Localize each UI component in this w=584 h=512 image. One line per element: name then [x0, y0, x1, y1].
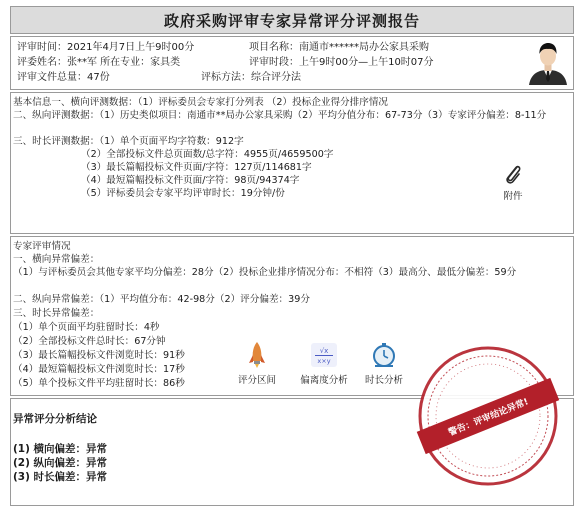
- duration-item-3: （3）最长篇幅投标文件浏览时长：91秒: [13, 350, 185, 361]
- stamp-text: 警告：评审结论异常!: [447, 397, 531, 439]
- score-range-button[interactable]: [231, 341, 283, 386]
- duration-item-1: （1）单个页面平均驻留时长：4秒: [13, 322, 160, 333]
- attachment-label: 附件: [503, 191, 523, 202]
- conclusion-heading: 异常评分分析结论: [13, 413, 97, 425]
- formula-icon: [309, 341, 339, 369]
- project-name: 项目名称：南通市******局办公家具采购: [249, 42, 429, 53]
- expert-heading: 专家评审情况: [13, 241, 71, 252]
- reviewer-name: 评委姓名：张**军 所在专业：家具类: [17, 57, 181, 68]
- basic-line-3: 三、时长评测数据：（1）单个页面平均字符数：912字: [13, 136, 244, 147]
- basic-info-section: [10, 92, 574, 234]
- stopwatch-icon: [370, 341, 398, 369]
- basic-line-5: （3）最长篇幅投标文件页面/字符：127页/114681字: [81, 162, 312, 173]
- svg-text:√x: √x: [319, 347, 329, 355]
- basic-line-4: （2）全部投标文件总页面数/总字符：4955页/4659500字: [81, 149, 334, 160]
- basic-line-2: 二、纵向评测数据：（1）历史类似项目：南通市**局办公家具采购（2）平均分值分布：67-73分（3）专家评分偏差：8-11分: [13, 110, 547, 121]
- review-period: 评审时段：上午9时00分—上午10时07分: [249, 57, 434, 68]
- vertical-deviation: 二、纵向异常偏差：（1）平均值分布：42-98分（2）评分偏差：39分: [13, 294, 310, 305]
- duration-deviation-heading: 三、时长异常偏差：: [13, 308, 100, 319]
- avatar: [525, 39, 571, 85]
- file-total: 评审文件总量：47份: [17, 72, 110, 83]
- deviation-analysis-button[interactable]: [291, 341, 357, 386]
- evaluation-method: 评标方法：综合评分法: [201, 72, 301, 83]
- horizontal-deviation-heading: 一、横向异常偏差：: [13, 254, 100, 265]
- attachment-button[interactable]: [493, 161, 533, 202]
- duration-item-5: （5）单个投标文件平均驻留时长：86秒: [13, 378, 185, 389]
- conclusion-item-1: (1) 横向偏差：异常: [13, 443, 108, 455]
- basic-line-1: 基本信息一、横向评测数据：（1）评标委员会专家打分列表 （2）投标企业得分排序情况: [13, 97, 389, 108]
- duration-analysis-label: 时长分析: [364, 375, 403, 386]
- horizontal-deviation-detail: （1）与评标委员会其他专家平均分偏差：28分（2）投标企业排序情况分布：不相符（3）最高分、最低分偏差：59分: [13, 267, 517, 278]
- conclusion-item-3: (3) 时长偏差：异常: [13, 471, 108, 483]
- duration-analysis-button[interactable]: [357, 341, 411, 386]
- score-range-label: 评分区间: [237, 375, 276, 386]
- review-time: 评审时间：2021年4月7日上午9时00分: [17, 42, 195, 53]
- basic-line-7: （5）评标委员会专家平均评审时长：19分钟/份: [81, 188, 285, 199]
- duration-item-4: （4）最短篇幅投标文件浏览时长：17秒: [13, 364, 185, 375]
- svg-text:x×y: x×y: [317, 357, 331, 365]
- header-info: [10, 36, 574, 90]
- basic-line-6: （4）最短篇幅投标文件页面/字符：98页/94374字: [81, 175, 300, 186]
- deviation-analysis-label: 偏离度分析: [300, 375, 348, 386]
- conclusion-item-2: (2) 纵向偏差：异常: [13, 457, 108, 469]
- paperclip-icon: [502, 161, 524, 185]
- duration-item-2: （2）全部投标文件总时长：67分钟: [13, 336, 166, 347]
- warning-stamp: [408, 340, 568, 490]
- rocket-icon: [245, 341, 269, 369]
- report-title: 政府采购评审专家异常评分评测报告: [10, 6, 574, 34]
